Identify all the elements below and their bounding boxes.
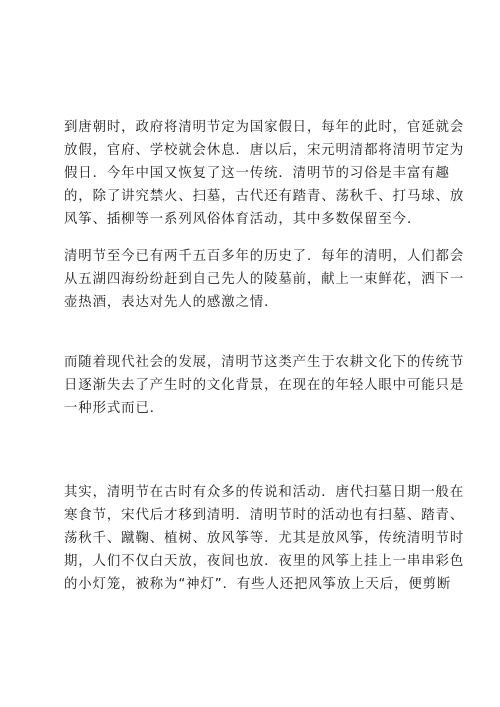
text-line: 而随着现代社会的发展，清明节这类产生于农耕文化下的传统节 <box>64 355 465 370</box>
text-line: 假日．今年中国又恢复了这一传统．清明节的习俗是丰富有趣 <box>64 166 450 181</box>
paragraph-tang-dynasty-holiday <box>64 116 465 231</box>
text-line: 其实，清明节在古时有众多的传说和活动．唐代扫墓日期一般在 <box>64 485 465 500</box>
text-line: 荡秋千、蹴鞠、植树、放风筝等．尤其是放风筝，传统清明节时 <box>64 531 465 546</box>
text-line: 壶热酒，表达对先人的感激之情． <box>64 295 279 310</box>
text-line: 的小灯笼，被称为“神灯”．有些人还把风筝放上天后，便剪断 <box>64 577 452 592</box>
paragraph-ancient-activities <box>64 481 465 596</box>
text-line: 从五湖四海纷纷赶到自己先人的陵墓前，献上一束鲜花，洒下一 <box>64 272 465 287</box>
text-line: 放假，官府、学校就会休息．唐以后，宋元明清都将清明节定为 <box>64 143 465 158</box>
text-line: 风筝、插柳等一系列风俗体育活动，其中多数保留至今． <box>64 212 422 227</box>
text-line: 到唐朝时，政府将清明节定为国家假日，每年的此时，官延就会 <box>64 120 465 135</box>
text-line: 一种形式而已． <box>64 401 165 416</box>
paragraph-history <box>64 245 465 314</box>
text-line: 期，人们不仅白天放，夜间也放．夜里的风筝上挂上一串串彩色 <box>64 554 465 569</box>
text-line: 清明节至今已有两千五百多年的历史了．每年的清明，人们都会 <box>64 249 465 264</box>
text-line: 的，除了讲究禁火、扫墓，古代还有踏青、荡秋千、打马球、放 <box>64 189 465 204</box>
paragraph-modern-society <box>64 351 465 420</box>
text-line: 寒食节，宋代后才移到清明．清明节时的活动也有扫墓、踏青、 <box>64 508 465 523</box>
text-line: 日逐渐失去了产生时的文化背景，在现在的年轻人眼中可能只是 <box>64 378 465 393</box>
